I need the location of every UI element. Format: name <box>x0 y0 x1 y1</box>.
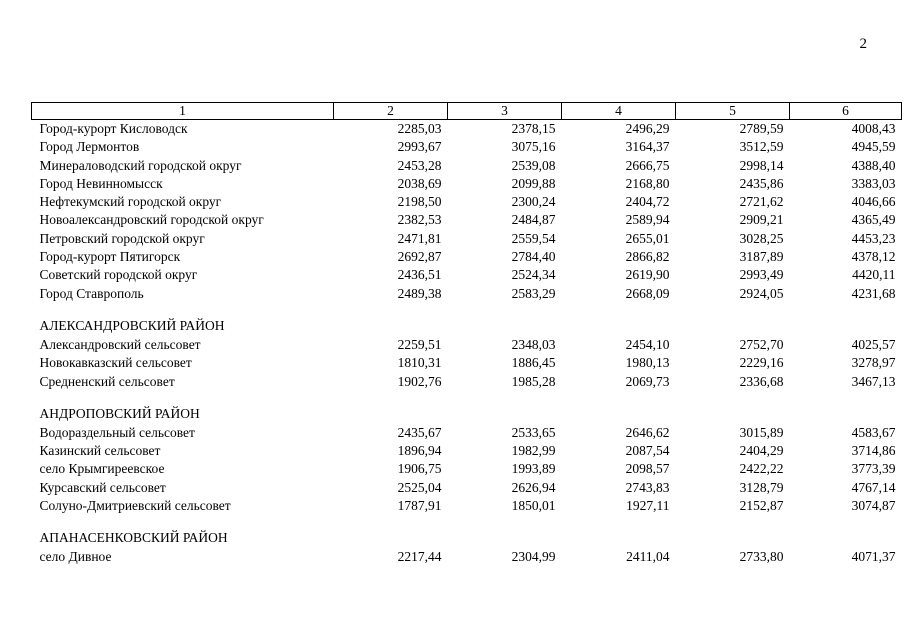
table-header <box>32 103 902 120</box>
value-cell-col6: 4365,49 <box>851 212 896 228</box>
value-cell-col4: 2655,01 <box>625 230 670 246</box>
section-heading: АПАНАСЕНКОВСКИЙ РАЙОН <box>39 530 228 546</box>
value-cell-col4: 2404,72 <box>625 194 670 210</box>
value-cell-col5: 2336,68 <box>739 373 784 389</box>
value-cell-col2: 2471,81 <box>397 230 442 246</box>
value-cell-col3: 1850,01 <box>511 498 556 514</box>
value-cell-col5: 2998,14 <box>739 157 784 173</box>
value-cell-col2: 2436,51 <box>397 267 442 283</box>
row-name: Нефтекумский городской округ <box>39 194 222 210</box>
table-row <box>32 373 902 391</box>
value-cell-col4: 2411,04 <box>626 549 670 565</box>
value-cell-col4: 1927,11 <box>626 498 670 514</box>
value-cell-col3: 2304,99 <box>511 549 556 565</box>
spacer-cell <box>32 391 902 404</box>
value-cell-col6: 4008,43 <box>851 121 896 136</box>
value-cell-col6: 4046,66 <box>851 194 896 210</box>
value-cell-col3: 2559,54 <box>511 230 556 246</box>
value-cell-col5: 2789,59 <box>739 121 784 136</box>
value-cell-col2: 1906,75 <box>397 461 442 477</box>
row-name: Новокавказский сельсовет <box>39 355 192 371</box>
value-cell-col5: 2924,05 <box>739 285 784 301</box>
page-number: 2 <box>859 36 867 52</box>
row-name: Водораздельный сельсовет <box>39 424 195 440</box>
value-cell-col5: 2422,22 <box>739 461 784 477</box>
value-cell-col4: 2589,94 <box>625 212 670 228</box>
value-cell-col6: 4378,12 <box>851 249 896 265</box>
value-cell-col2: 2217,44 <box>397 549 442 565</box>
value-cell-col3: 2524,34 <box>511 267 556 283</box>
row-name: Город Невинномысск <box>39 175 163 191</box>
value-cell-col6: 4388,40 <box>851 157 896 173</box>
row-name: Курсавский сельсовет <box>39 479 166 495</box>
tariff-table <box>31 102 902 567</box>
value-cell-col2: 2435,67 <box>397 424 442 440</box>
value-cell-col3: 2626,94 <box>511 479 556 495</box>
value-cell-col6: 4071,37 <box>851 549 896 565</box>
value-cell-col6: 4025,57 <box>851 336 896 352</box>
row-name: Новоалександровский городской округ <box>39 212 264 228</box>
value-cell-col3: 1993,89 <box>511 461 556 477</box>
value-cell-col4: 2866,82 <box>625 249 670 265</box>
value-cell-col6: 4420,11 <box>852 267 896 283</box>
value-cell-col6: 4767,14 <box>851 479 896 495</box>
table-row <box>32 336 902 354</box>
value-cell-col5: 2752,70 <box>739 336 784 352</box>
spacer-cell <box>32 303 902 316</box>
section-heading: АНДРОПОВСКИЙ РАЙОН <box>39 405 200 421</box>
value-cell-col4: 2098,57 <box>625 461 670 477</box>
table-row <box>32 424 902 442</box>
value-cell-col3: 3075,16 <box>511 139 556 155</box>
value-cell-col4: 2646,62 <box>625 424 670 440</box>
table-row <box>32 285 902 303</box>
value-cell-col4: 2496,29 <box>625 121 670 136</box>
value-cell-col2: 2259,51 <box>397 336 442 352</box>
value-cell-col2: 2038,69 <box>397 175 442 191</box>
section-heading-row <box>32 528 902 548</box>
value-cell-col4: 2069,73 <box>625 373 670 389</box>
value-cell-col4: 2087,54 <box>625 443 670 459</box>
row-name: Город-курорт Пятигорск <box>39 249 181 265</box>
column-header-3: 3 <box>448 103 562 120</box>
value-cell-col5: 2733,80 <box>739 549 784 565</box>
value-cell-col5: 3028,25 <box>739 230 784 246</box>
table-row <box>32 460 902 478</box>
table-row <box>32 497 902 515</box>
table-row <box>32 193 902 211</box>
column-header-5: 5 <box>676 103 790 120</box>
value-cell-col3: 2533,65 <box>511 424 556 440</box>
value-cell-col2: 1810,31 <box>397 355 442 371</box>
table-row <box>32 548 902 566</box>
value-cell-col2: 2198,50 <box>397 194 442 210</box>
value-cell-col3: 1985,28 <box>511 373 556 389</box>
table-row <box>32 442 902 460</box>
value-cell-col5: 2909,21 <box>739 212 784 228</box>
value-cell-col2: 2453,28 <box>397 157 442 173</box>
value-cell-col6: 4231,68 <box>851 285 896 301</box>
row-name: Минераловодский городской округ <box>39 157 242 173</box>
value-cell-col5: 2404,29 <box>739 443 784 459</box>
row-name: Средненский сельсовет <box>39 373 175 389</box>
value-cell-col6: 3467,13 <box>851 373 896 389</box>
table-row <box>32 211 902 229</box>
table-row <box>32 120 902 139</box>
row-name: село Крымгиреевское <box>39 461 165 477</box>
value-cell-col5: 3512,59 <box>739 139 784 155</box>
value-cell-col6: 4453,23 <box>851 230 896 246</box>
value-cell-col5: 3128,79 <box>739 479 784 495</box>
section-heading-row <box>32 316 902 336</box>
value-cell-col2: 2489,38 <box>397 285 442 301</box>
value-cell-col3: 2583,29 <box>511 285 556 301</box>
value-cell-col2: 2382,53 <box>397 212 442 228</box>
value-cell-col4: 2666,75 <box>625 157 670 173</box>
value-cell-col4: 1980,13 <box>625 355 670 371</box>
section-heading-row <box>32 404 902 424</box>
value-cell-col3: 2784,40 <box>511 249 556 265</box>
value-cell-col4: 2619,90 <box>625 267 670 283</box>
table-row <box>32 230 902 248</box>
row-name: Советский городской округ <box>39 267 198 283</box>
table-row <box>32 354 902 372</box>
value-cell-col5: 2993,49 <box>739 267 784 283</box>
value-cell-col4: 2168,80 <box>625 175 670 191</box>
row-name: Александровский сельсовет <box>39 336 201 352</box>
column-header-1: 1 <box>32 103 334 120</box>
table-row <box>32 479 902 497</box>
value-cell-col6: 4945,59 <box>851 139 896 155</box>
row-name: Город-курорт Кисловодск <box>39 121 188 136</box>
value-cell-col4: 3164,37 <box>625 139 670 155</box>
value-cell-col3: 2484,87 <box>511 212 556 228</box>
section-gap <box>32 303 902 316</box>
value-cell-col3: 1886,45 <box>511 355 556 371</box>
value-cell-col5: 2152,87 <box>739 498 784 514</box>
value-cell-col3: 2300,24 <box>511 194 556 210</box>
column-header-2: 2 <box>334 103 448 120</box>
row-name: Город Лермонтов <box>39 139 140 155</box>
section-gap <box>32 515 902 528</box>
value-cell-col6: 3773,39 <box>851 461 896 477</box>
section-gap <box>32 391 902 404</box>
value-cell-col6: 3714,86 <box>851 443 896 459</box>
table-row <box>32 157 902 175</box>
value-cell-col4: 2743,83 <box>625 479 670 495</box>
row-name: Петровский городской округ <box>39 230 205 246</box>
value-cell-col3: 1982,99 <box>511 443 556 459</box>
value-cell-col5: 2229,16 <box>739 355 784 371</box>
value-cell-col5: 3015,89 <box>739 424 784 440</box>
value-cell-col4: 2668,09 <box>625 285 670 301</box>
value-cell-col2: 2692,87 <box>397 249 442 265</box>
column-header-6: 6 <box>790 103 902 120</box>
value-cell-col6: 3383,03 <box>851 175 896 191</box>
header-row <box>32 103 902 120</box>
value-cell-col2: 2285,03 <box>397 121 442 136</box>
value-cell-col6: 3074,87 <box>851 498 896 514</box>
column-header-4: 4 <box>562 103 676 120</box>
value-cell-col5: 2721,62 <box>739 194 784 210</box>
value-cell-col2: 1787,91 <box>397 498 442 514</box>
row-name: Казинский сельсовет <box>39 443 161 459</box>
table-row <box>32 248 902 266</box>
value-cell-col3: 2348,03 <box>511 336 556 352</box>
section-heading: АЛЕКСАНДРОВСКИЙ РАЙОН <box>39 317 225 333</box>
value-cell-col4: 2454,10 <box>625 336 670 352</box>
table-body <box>32 120 902 567</box>
table-row <box>32 138 902 156</box>
value-cell-col2: 2993,67 <box>397 139 442 155</box>
value-cell-col3: 2099,88 <box>511 175 556 191</box>
table-row <box>32 266 902 284</box>
value-cell-col5: 3187,89 <box>739 249 784 265</box>
value-cell-col6: 3278,97 <box>851 355 896 371</box>
value-cell-col5: 2435,86 <box>739 175 784 191</box>
row-name: Город Ставрополь <box>39 285 144 301</box>
value-cell-col3: 2539,08 <box>511 157 556 173</box>
row-name: село Дивное <box>39 549 112 565</box>
row-name: Солуно-Дмитриевский сельсовет <box>39 498 231 514</box>
spacer-cell <box>32 515 902 528</box>
value-cell-col2: 2525,04 <box>397 479 442 495</box>
value-cell-col2: 1902,76 <box>397 373 442 389</box>
value-cell-col3: 2378,15 <box>511 121 556 136</box>
table-row <box>32 175 902 193</box>
value-cell-col6: 4583,67 <box>851 424 896 440</box>
value-cell-col2: 1896,94 <box>397 443 442 459</box>
